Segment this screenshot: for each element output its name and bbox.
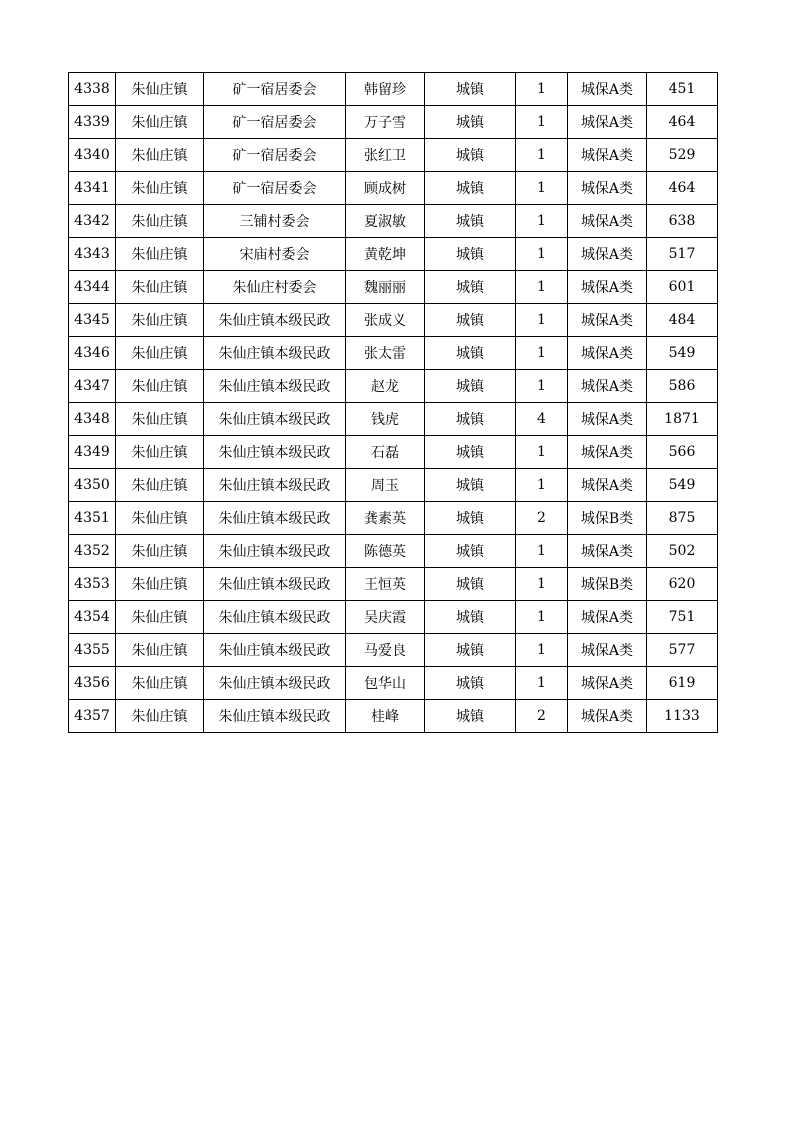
household-size-cell: 1 <box>516 469 568 502</box>
committee-cell: 朱仙庄镇本级民政 <box>204 667 346 700</box>
area-type-cell: 城镇 <box>425 172 516 205</box>
amount-cell: 549 <box>647 469 718 502</box>
name-cell: 石磊 <box>346 436 425 469</box>
household-size-cell: 1 <box>516 601 568 634</box>
household-size-cell: 4 <box>516 403 568 436</box>
name-cell: 魏丽丽 <box>346 271 425 304</box>
table-row <box>69 700 718 733</box>
record-id-cell: 4355 <box>69 634 116 667</box>
town-cell: 朱仙庄镇 <box>116 370 204 403</box>
record-id-cell: 4344 <box>69 271 116 304</box>
household-size-cell: 1 <box>516 337 568 370</box>
record-id-cell: 4347 <box>69 370 116 403</box>
category-cell: 城保A类 <box>568 370 647 403</box>
town-cell: 朱仙庄镇 <box>116 172 204 205</box>
committee-cell: 朱仙庄镇本级民政 <box>204 469 346 502</box>
town-cell: 朱仙庄镇 <box>116 634 204 667</box>
name-cell: 龚素英 <box>346 502 425 535</box>
table-row <box>69 337 718 370</box>
committee-cell: 矿一宿居委会 <box>204 106 346 139</box>
category-cell: 城保A类 <box>568 73 647 106</box>
town-cell: 朱仙庄镇 <box>116 700 204 733</box>
table-row <box>69 601 718 634</box>
table-row <box>69 469 718 502</box>
category-cell: 城保A类 <box>568 601 647 634</box>
category-cell: 城保A类 <box>568 436 647 469</box>
household-size-cell: 1 <box>516 238 568 271</box>
amount-cell: 577 <box>647 634 718 667</box>
table-row <box>69 172 718 205</box>
amount-cell: 586 <box>647 370 718 403</box>
roster-table-body <box>69 73 718 733</box>
area-type-cell: 城镇 <box>425 271 516 304</box>
household-size-cell: 1 <box>516 139 568 172</box>
amount-cell: 451 <box>647 73 718 106</box>
area-type-cell: 城镇 <box>425 535 516 568</box>
category-cell: 城保A类 <box>568 139 647 172</box>
record-id-cell: 4357 <box>69 700 116 733</box>
town-cell: 朱仙庄镇 <box>116 601 204 634</box>
committee-cell: 朱仙庄镇本级民政 <box>204 700 346 733</box>
name-cell: 钱虎 <box>346 403 425 436</box>
record-id-cell: 4343 <box>69 238 116 271</box>
amount-cell: 517 <box>647 238 718 271</box>
table-row <box>69 271 718 304</box>
name-cell: 马爱良 <box>346 634 425 667</box>
record-id-cell: 4345 <box>69 304 116 337</box>
household-size-cell: 1 <box>516 271 568 304</box>
category-cell: 城保B类 <box>568 568 647 601</box>
household-size-cell: 1 <box>516 634 568 667</box>
record-id-cell: 4342 <box>69 205 116 238</box>
committee-cell: 矿一宿居委会 <box>204 172 346 205</box>
name-cell: 顾成树 <box>346 172 425 205</box>
committee-cell: 矿一宿居委会 <box>204 139 346 172</box>
record-id-cell: 4352 <box>69 535 116 568</box>
name-cell: 万子雪 <box>346 106 425 139</box>
town-cell: 朱仙庄镇 <box>116 106 204 139</box>
area-type-cell: 城镇 <box>425 469 516 502</box>
area-type-cell: 城镇 <box>425 436 516 469</box>
amount-cell: 484 <box>647 304 718 337</box>
category-cell: 城保A类 <box>568 238 647 271</box>
amount-cell: 464 <box>647 172 718 205</box>
record-id-cell: 4350 <box>69 469 116 502</box>
committee-cell: 朱仙庄镇本级民政 <box>204 304 346 337</box>
category-cell: 城保A类 <box>568 700 647 733</box>
household-size-cell: 1 <box>516 535 568 568</box>
name-cell: 吴庆霞 <box>346 601 425 634</box>
committee-cell: 矿一宿居委会 <box>204 73 346 106</box>
town-cell: 朱仙庄镇 <box>116 469 204 502</box>
table-row <box>69 403 718 436</box>
town-cell: 朱仙庄镇 <box>116 535 204 568</box>
area-type-cell: 城镇 <box>425 304 516 337</box>
area-type-cell: 城镇 <box>425 337 516 370</box>
town-cell: 朱仙庄镇 <box>116 667 204 700</box>
committee-cell: 宋庙村委会 <box>204 238 346 271</box>
category-cell: 城保A类 <box>568 172 647 205</box>
record-id-cell: 4356 <box>69 667 116 700</box>
household-size-cell: 1 <box>516 205 568 238</box>
household-size-cell: 1 <box>516 667 568 700</box>
amount-cell: 875 <box>647 502 718 535</box>
town-cell: 朱仙庄镇 <box>116 271 204 304</box>
household-size-cell: 1 <box>516 568 568 601</box>
household-size-cell: 2 <box>516 502 568 535</box>
town-cell: 朱仙庄镇 <box>116 436 204 469</box>
name-cell: 张太雷 <box>346 337 425 370</box>
amount-cell: 1871 <box>647 403 718 436</box>
category-cell: 城保A类 <box>568 403 647 436</box>
name-cell: 张红卫 <box>346 139 425 172</box>
category-cell: 城保A类 <box>568 205 647 238</box>
town-cell: 朱仙庄镇 <box>116 502 204 535</box>
category-cell: 城保A类 <box>568 304 647 337</box>
committee-cell: 朱仙庄村委会 <box>204 271 346 304</box>
area-type-cell: 城镇 <box>425 403 516 436</box>
area-type-cell: 城镇 <box>425 106 516 139</box>
area-type-cell: 城镇 <box>425 205 516 238</box>
committee-cell: 朱仙庄镇本级民政 <box>204 634 346 667</box>
committee-cell: 朱仙庄镇本级民政 <box>204 568 346 601</box>
category-cell: 城保A类 <box>568 469 647 502</box>
table-row <box>69 568 718 601</box>
record-id-cell: 4348 <box>69 403 116 436</box>
area-type-cell: 城镇 <box>425 700 516 733</box>
household-size-cell: 1 <box>516 304 568 337</box>
area-type-cell: 城镇 <box>425 139 516 172</box>
town-cell: 朱仙庄镇 <box>116 73 204 106</box>
name-cell: 韩留珍 <box>346 73 425 106</box>
committee-cell: 朱仙庄镇本级民政 <box>204 601 346 634</box>
committee-cell: 三铺村委会 <box>204 205 346 238</box>
amount-cell: 464 <box>647 106 718 139</box>
town-cell: 朱仙庄镇 <box>116 337 204 370</box>
record-id-cell: 4346 <box>69 337 116 370</box>
household-size-cell: 1 <box>516 106 568 139</box>
name-cell: 周玉 <box>346 469 425 502</box>
record-id-cell: 4338 <box>69 73 116 106</box>
table-row <box>69 634 718 667</box>
area-type-cell: 城镇 <box>425 601 516 634</box>
record-id-cell: 4351 <box>69 502 116 535</box>
name-cell: 陈德英 <box>346 535 425 568</box>
town-cell: 朱仙庄镇 <box>116 205 204 238</box>
name-cell: 张成义 <box>346 304 425 337</box>
roster-table <box>68 72 718 733</box>
town-cell: 朱仙庄镇 <box>116 304 204 337</box>
area-type-cell: 城镇 <box>425 568 516 601</box>
amount-cell: 601 <box>647 271 718 304</box>
table-row <box>69 667 718 700</box>
record-id-cell: 4353 <box>69 568 116 601</box>
table-row <box>69 139 718 172</box>
category-cell: 城保A类 <box>568 271 647 304</box>
table-row <box>69 73 718 106</box>
category-cell: 城保A类 <box>568 667 647 700</box>
record-id-cell: 4339 <box>69 106 116 139</box>
record-id-cell: 4354 <box>69 601 116 634</box>
category-cell: 城保A类 <box>568 535 647 568</box>
category-cell: 城保A类 <box>568 337 647 370</box>
household-size-cell: 1 <box>516 73 568 106</box>
amount-cell: 566 <box>647 436 718 469</box>
household-size-cell: 2 <box>516 700 568 733</box>
committee-cell: 朱仙庄镇本级民政 <box>204 436 346 469</box>
table-row <box>69 106 718 139</box>
table-row <box>69 205 718 238</box>
amount-cell: 549 <box>647 337 718 370</box>
committee-cell: 朱仙庄镇本级民政 <box>204 337 346 370</box>
area-type-cell: 城镇 <box>425 502 516 535</box>
household-size-cell: 1 <box>516 370 568 403</box>
name-cell: 桂峰 <box>346 700 425 733</box>
household-size-cell: 1 <box>516 172 568 205</box>
amount-cell: 502 <box>647 535 718 568</box>
table-row <box>69 238 718 271</box>
name-cell: 黄乾坤 <box>346 238 425 271</box>
record-id-cell: 4340 <box>69 139 116 172</box>
name-cell: 赵龙 <box>346 370 425 403</box>
category-cell: 城保A类 <box>568 634 647 667</box>
area-type-cell: 城镇 <box>425 370 516 403</box>
category-cell: 城保B类 <box>568 502 647 535</box>
table-row <box>69 436 718 469</box>
committee-cell: 朱仙庄镇本级民政 <box>204 535 346 568</box>
town-cell: 朱仙庄镇 <box>116 403 204 436</box>
category-cell: 城保A类 <box>568 106 647 139</box>
area-type-cell: 城镇 <box>425 73 516 106</box>
area-type-cell: 城镇 <box>425 667 516 700</box>
record-id-cell: 4349 <box>69 436 116 469</box>
town-cell: 朱仙庄镇 <box>116 139 204 172</box>
amount-cell: 620 <box>647 568 718 601</box>
amount-cell: 1133 <box>647 700 718 733</box>
area-type-cell: 城镇 <box>425 238 516 271</box>
committee-cell: 朱仙庄镇本级民政 <box>204 403 346 436</box>
table-row <box>69 304 718 337</box>
amount-cell: 638 <box>647 205 718 238</box>
record-id-cell: 4341 <box>69 172 116 205</box>
area-type-cell: 城镇 <box>425 634 516 667</box>
amount-cell: 751 <box>647 601 718 634</box>
table-row <box>69 370 718 403</box>
town-cell: 朱仙庄镇 <box>116 568 204 601</box>
name-cell: 包华山 <box>346 667 425 700</box>
name-cell: 夏淑敏 <box>346 205 425 238</box>
committee-cell: 朱仙庄镇本级民政 <box>204 370 346 403</box>
name-cell: 王恒英 <box>346 568 425 601</box>
household-size-cell: 1 <box>516 436 568 469</box>
amount-cell: 529 <box>647 139 718 172</box>
table-row <box>69 535 718 568</box>
amount-cell: 619 <box>647 667 718 700</box>
town-cell: 朱仙庄镇 <box>116 238 204 271</box>
committee-cell: 朱仙庄镇本级民政 <box>204 502 346 535</box>
table-row <box>69 502 718 535</box>
